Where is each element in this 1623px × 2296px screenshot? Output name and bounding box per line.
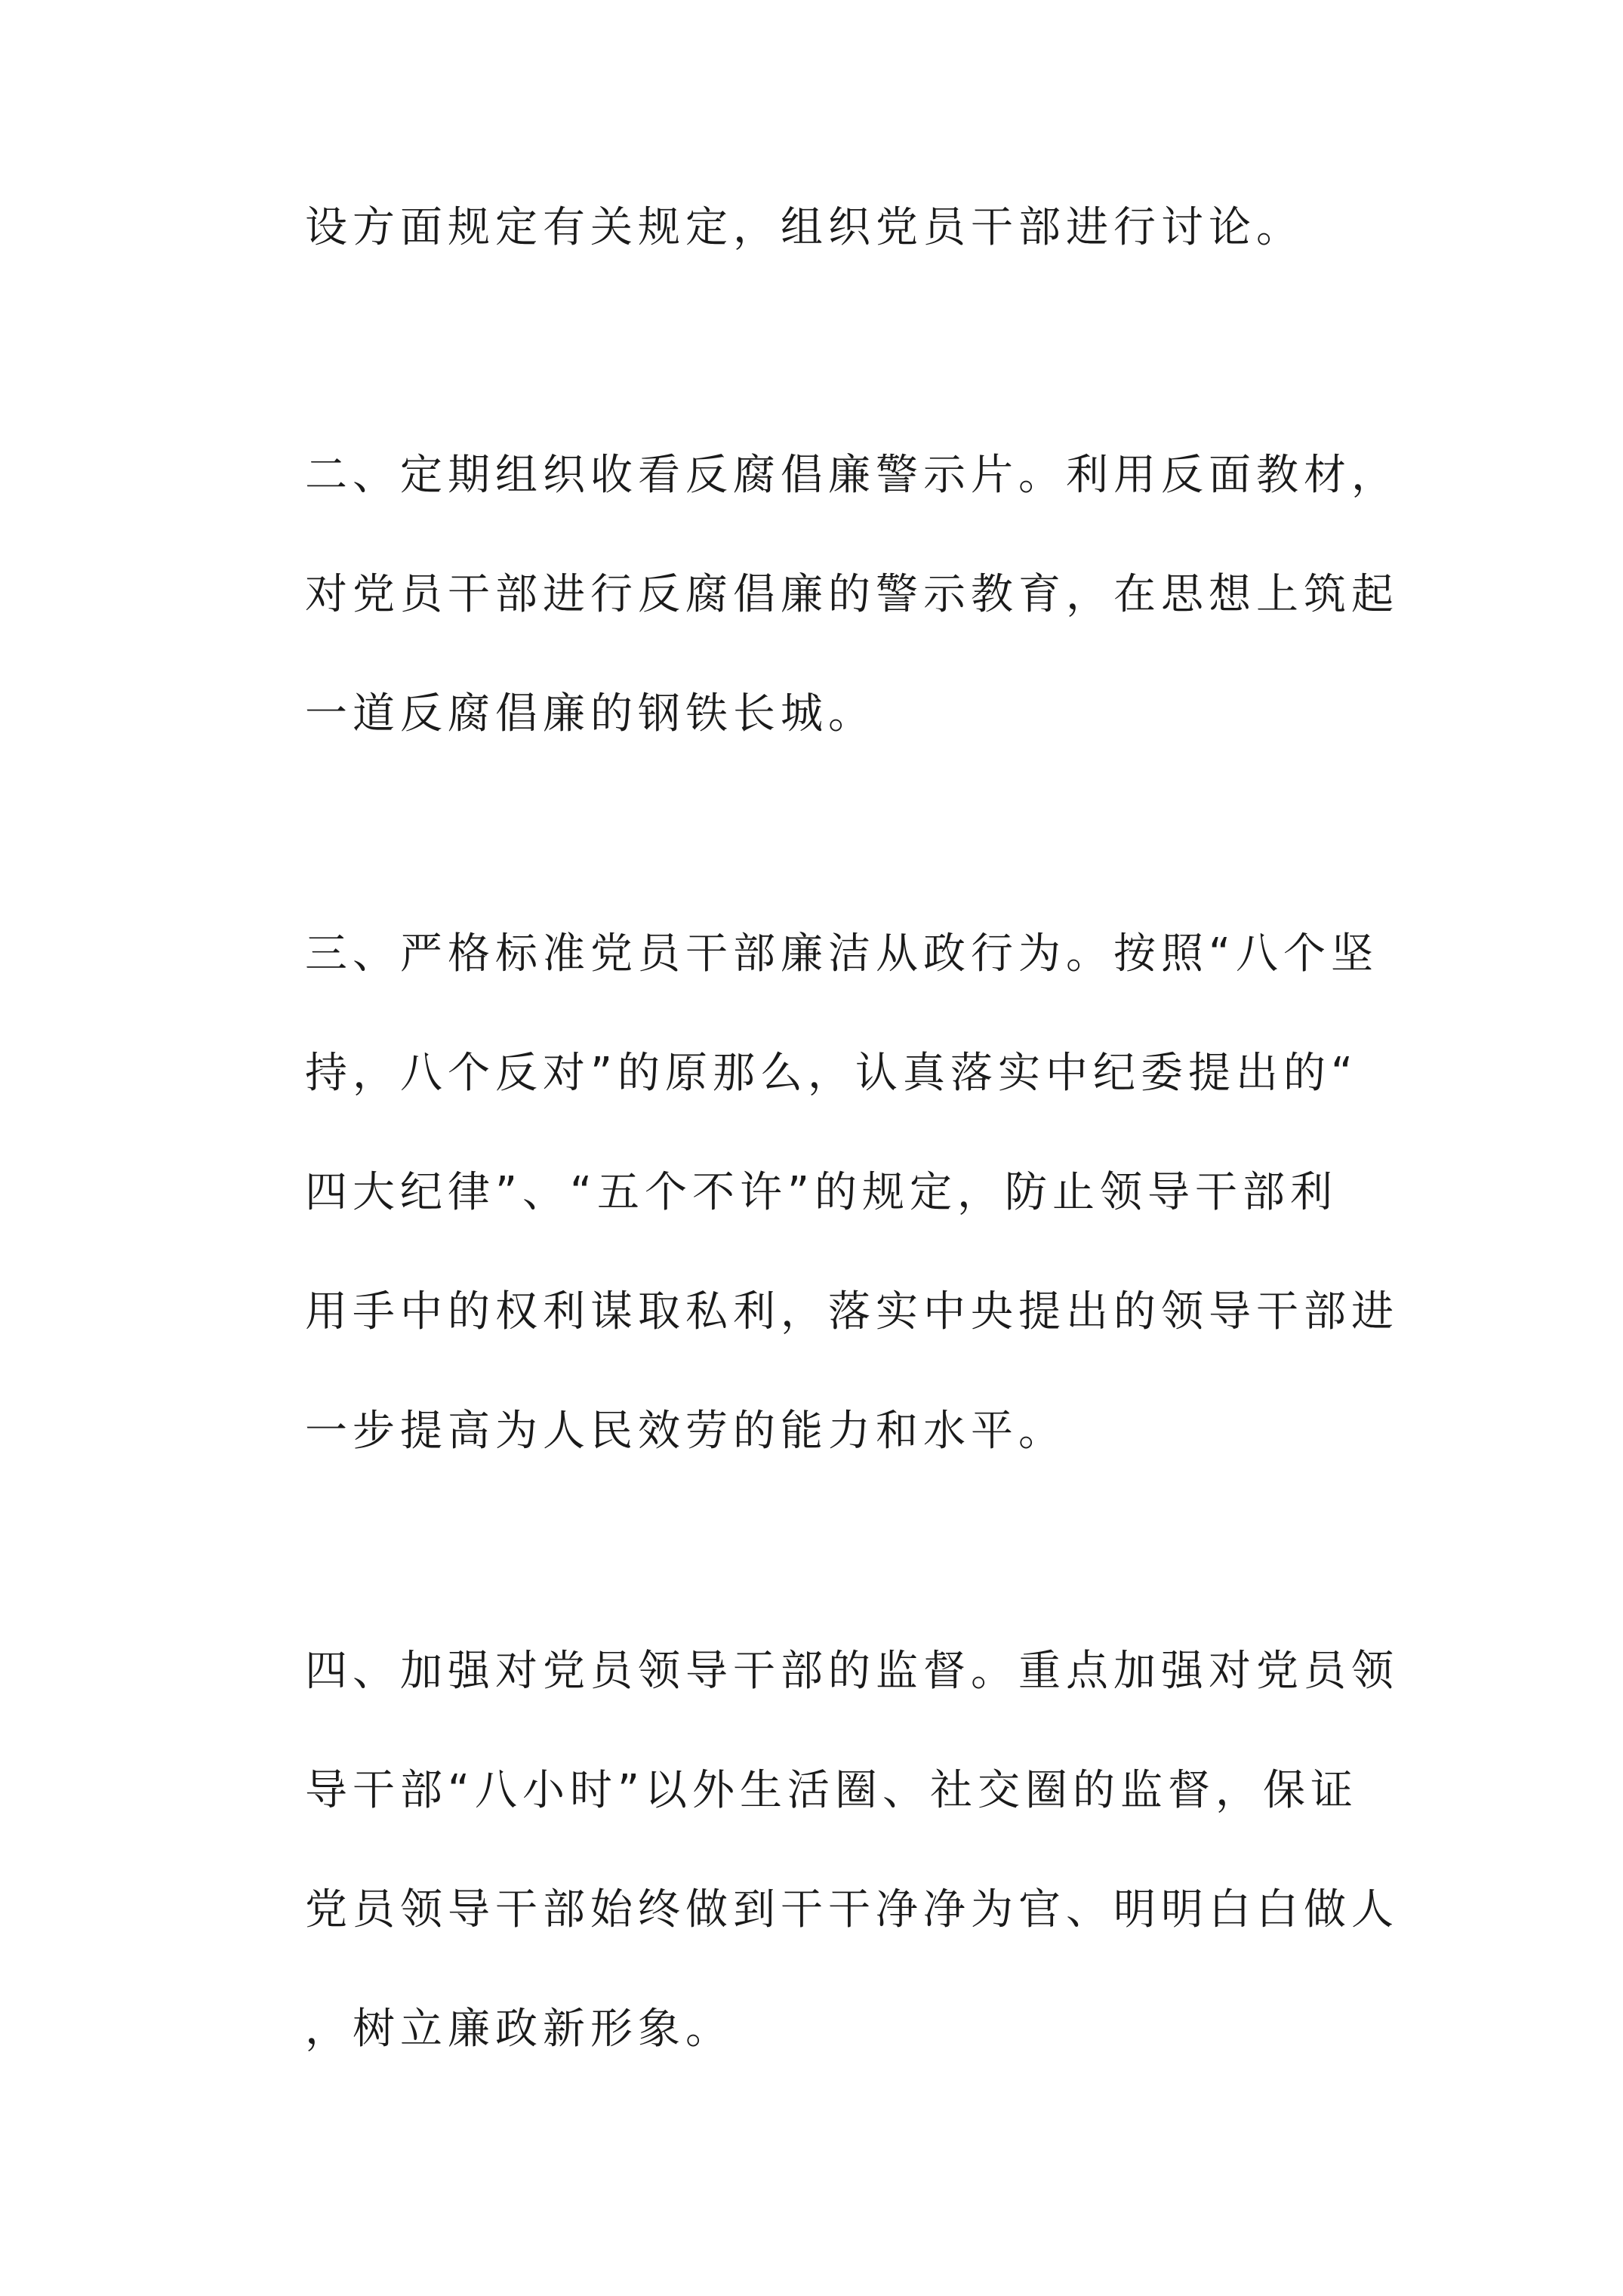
paragraph-2-line-3: 一道反腐倡廉的钢铁长城。 [305,689,876,738]
paragraph-2-line-1: 二、定期组织收看反腐倡廉警示片。利用反面教材， [305,451,1399,500]
paragraph-4-line-4: ，树立廉政新形象。 [305,2005,733,2054]
paragraph-3-line-2: 持，八个反对”的原那么，认真落实中纪委提出的“ [305,1049,1359,1098]
paragraph-2-line-2: 对党员干部进行反腐倡廉的警示教育，在思想上筑起 [305,570,1399,619]
paragraph-3-line-1: 三、严格标准党员干部廉洁从政行为。按照“八个坚 [305,929,1379,978]
paragraph-4-line-1: 四、加强对党员领导干部的监督。重点加强对党员领 [305,1647,1399,1696]
paragraph-3-line-4: 用手中的权利谋取私利，落实中央提出的领导干部进 [305,1287,1399,1336]
paragraph-4-line-2: 导干部“八小时”以外生活圈、社交圈的监督，保证 [305,1766,1359,1815]
paragraph-3-line-3: 四大纪律”、“五个不许”的规定，防止领导干部利 [305,1168,1338,1217]
paragraph-3-line-5: 一步提高为人民效劳的能力和水平。 [305,1407,1066,1456]
paragraph-4-line-3: 党员领导干部始终做到干干净净为官、明明白白做人 [305,1885,1399,1934]
paragraph-1-line-1: 设方面规定有关规定，组织党员干部进行讨论。 [305,203,1304,252]
